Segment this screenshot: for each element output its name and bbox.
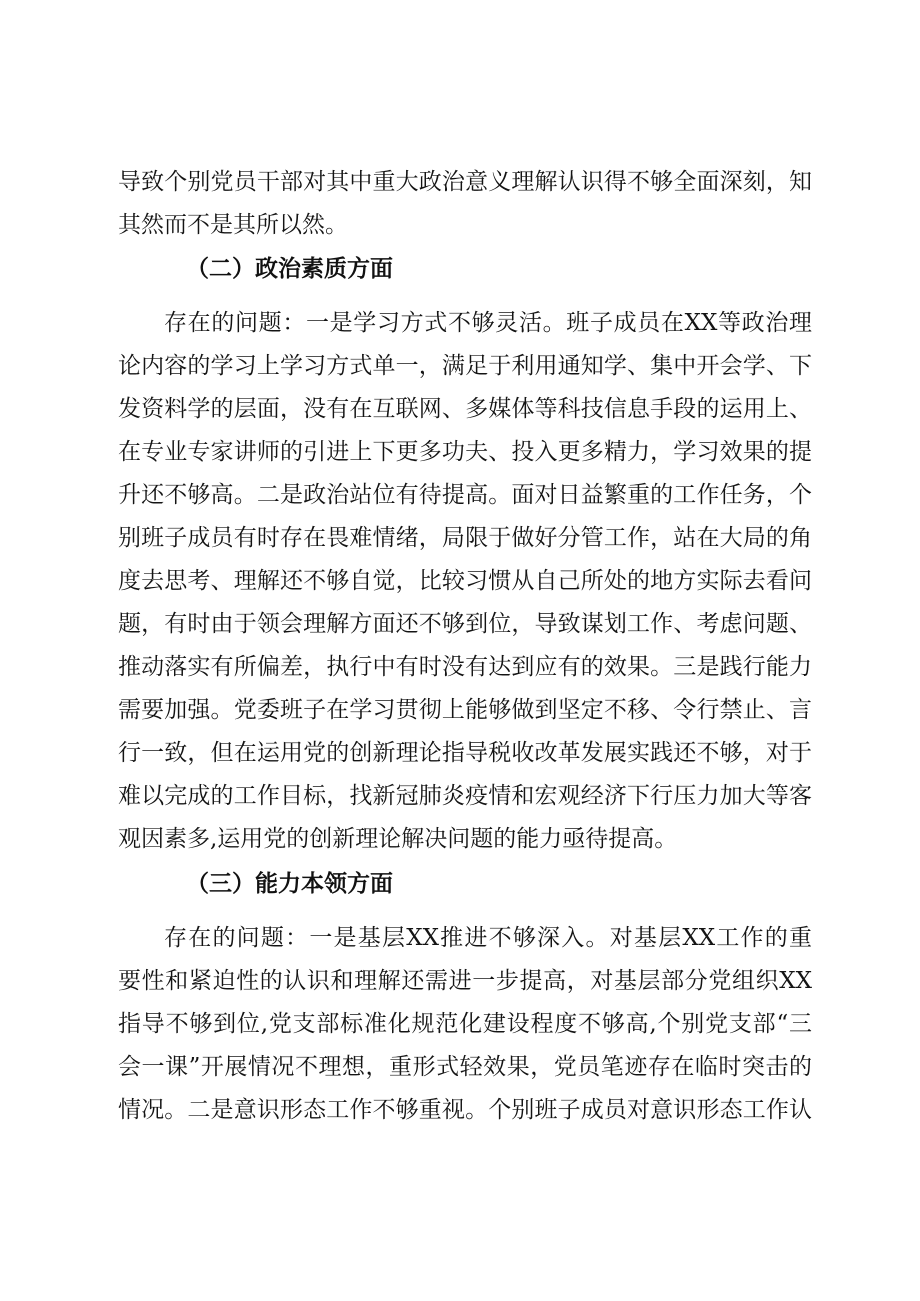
section-heading-capability: （三）能力本领方面 bbox=[186, 871, 393, 897]
paragraph-line: 推动落实有所偏差，执行中有时没有达到应有的效果。三是践行能力 bbox=[118, 654, 812, 680]
paragraph-line: 需要加强。党委班子在学习贯彻上能够做到坚定不移、令行禁止、言 bbox=[118, 697, 812, 723]
paragraph-line: 难以完成的工作目标，找新冠肺炎疫情和宏观经济下行压力加大等客 bbox=[118, 783, 812, 809]
paragraph-line: 观因素多,运用党的创新理论解决问题的能力亟待提高。 bbox=[118, 826, 678, 852]
paragraph-line: 题，有时由于领会理解方面还不够到位，导致谋划工作、考虑问题、 bbox=[118, 611, 812, 637]
paragraph-line: 会一课”开展情况不理想，重形式轻效果，党员笔迹存在临时突击的 bbox=[118, 1054, 812, 1080]
paragraph-line: 存在的问题：一是基层XX推进不够深入。对基层XX工作的重 bbox=[164, 925, 812, 951]
paragraph-line: 升还不够高。二是政治站位有待提高。面对日益繁重的工作任务，个 bbox=[118, 482, 812, 508]
paragraph-line: 情况。二是意识形态工作不够重视。个别班子成员对意识形态工作认 bbox=[118, 1097, 812, 1123]
paragraph-line: 存在的问题：一是学习方式不够灵活。班子成员在XX等政治理 bbox=[164, 310, 812, 336]
paragraph-line: 度去思考、理解还不够自觉，比较习惯从自己所处的地方实际去看问 bbox=[118, 568, 812, 594]
paragraph-line: 导致个别党员干部对其中重大政治意义理解认识得不够全面深刻，知 bbox=[118, 169, 812, 195]
paragraph-line: 别班子成员有时存在畏难情绪，局限于做好分管工作，站在大局的角 bbox=[118, 525, 812, 551]
paragraph-line: 行一致，但在运用党的创新理论指导税收改革发展实践还不够，对于 bbox=[118, 740, 812, 766]
paragraph-line: 发资料学的层面，没有在互联网、多媒体等科技信息手段的运用上、 bbox=[118, 396, 812, 422]
paragraph-line: 在专业专家讲师的引进上下更多功夫、投入更多精力，学习效果的提 bbox=[118, 439, 812, 465]
section-heading-political-quality: （二）政治素质方面 bbox=[186, 256, 393, 282]
paragraph-line: 论内容的学习上学习方式单一，满足于利用通知学、集中开会学、下 bbox=[118, 353, 812, 379]
paragraph-line: 其然而不是其所以然。 bbox=[118, 212, 348, 238]
paragraph-line: 指导不够到位,党支部标准化规范化建设程度不够高,个别党支部“三 bbox=[118, 1011, 812, 1037]
paragraph-line: 要性和紧迫性的认识和理解还需进一步提高，对基层部分党组织XX bbox=[118, 968, 812, 994]
